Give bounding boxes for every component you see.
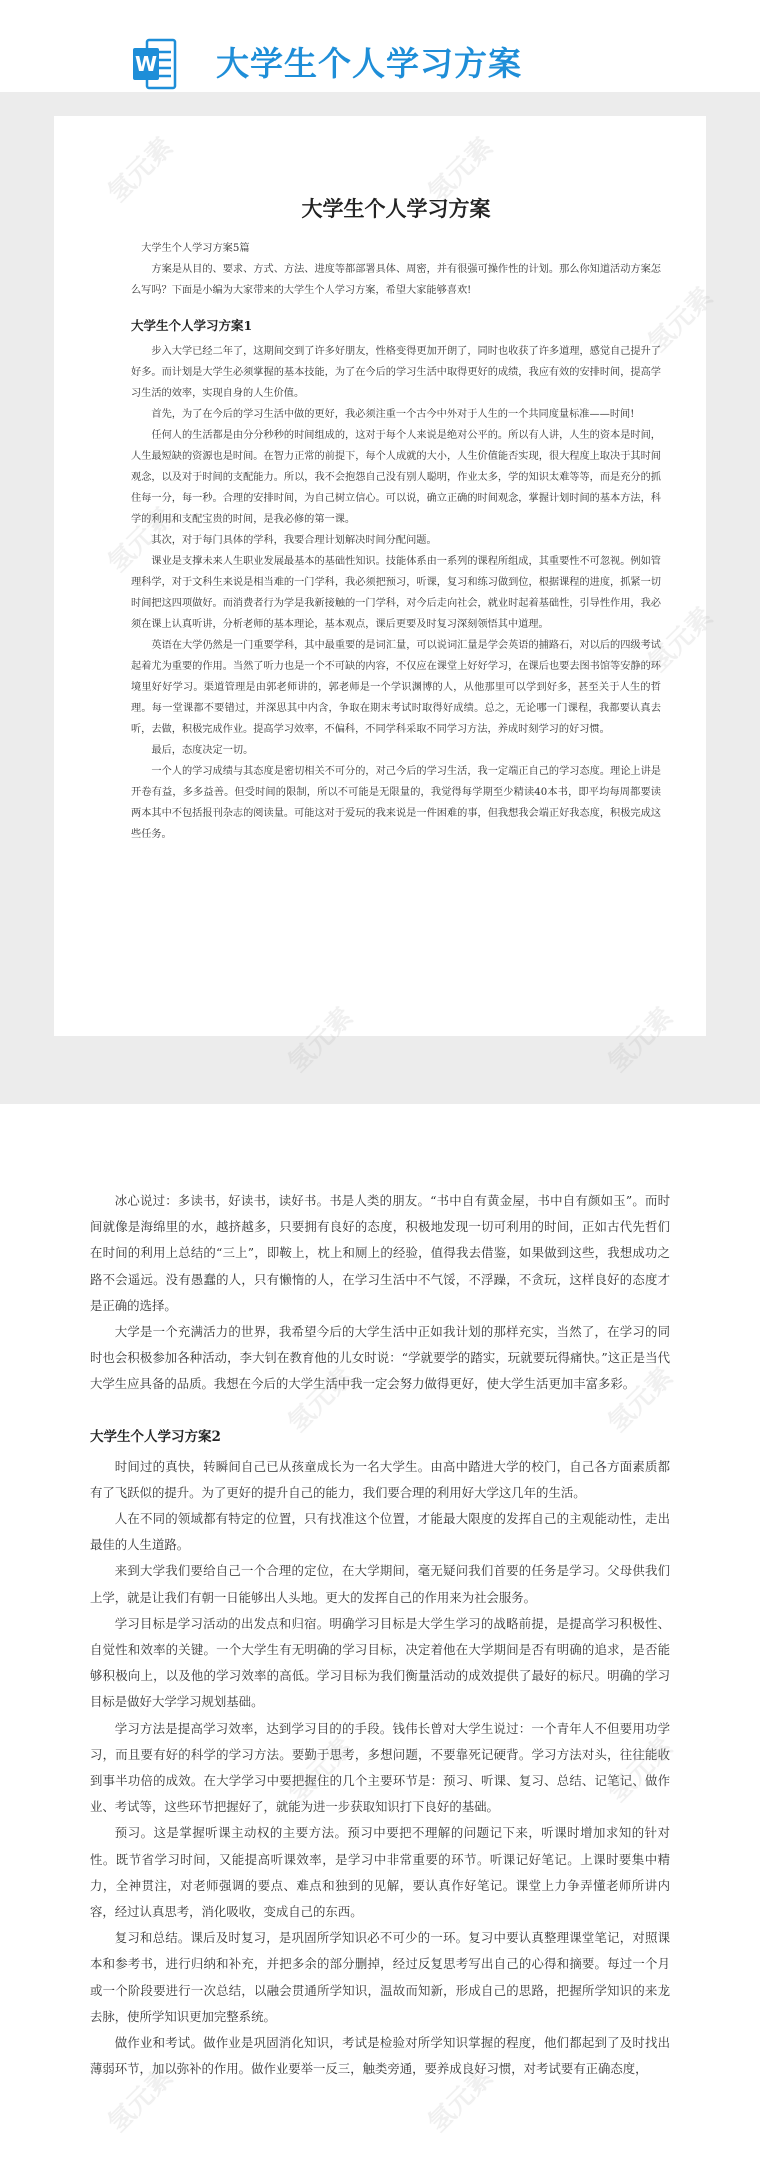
paragraph: 大学是一个充满活力的世界，我希望今后的大学生活中正如我计划的那样充实，当然了，在学习的同时也会积极参加各种活动，李大钊在教育他的儿女时说：“学就要学的踏实，玩就要玩得痛快。”这正是当代大学生应具备的品质。我想在今后的大学生活中我一定会努力做得更好，使大学生活更加丰富多彩。: [90, 1324, 670, 1392]
watermark: 氢元素: [602, 1362, 679, 1439]
paragraph: 课业是支撑未来人生职业发展最基本的基础性知识。技能体系由一系列的课程所组成，其重要性不可忽视。例如管理科学，对于文科生来说是相当难的一门学科，我必须把预习，听课，复习和练习做到位，根据课程的进度，抓紧一切时间把这四项做好。而消费者行为学是我新接触的一门学科，对今后走向社会，就业时起着基础性，引导性作用，我必须在课上认真听讲，分析老师的基本理论，基本观点，课后更要及时复习深刻领悟其中道理。: [131, 556, 661, 630]
paragraph: 冰心说过：多读书，好读书，读好书。书是人类的朋友。“书中自有黄金屋，书中自有颜如玉”。而时间就像是海绵里的水，越挤越多，只要拥有良好的态度，积极地发现一切可利用的时间，正如古代先哲们在时间的利用上总结的“三上”，即鞍上，枕上和厕上的经验，值得我去借鉴，如果做到这些，我想成功之路不会遥远。没有愚蠢的人，只有懒惰的人，在学习生活中不气馁，不浮躁，不贪玩，这样良好的态度才是正确的选择。: [90, 1193, 670, 1313]
paragraph: 任何人的生活都是由分分秒秒的时间组成的，这对于每个人来说是绝对公平的。所以有人讲，人生的资本是时间，人生最短缺的资源也是时间。在智力正常的前提下，每个人成就的大小，人生价值能否实现，很大程度上取决于其时间观念，以及对于时间的支配能力。所以，我不会抱怨自己没有别人聪明，作业太多，学的知识太难等等，而是充分的抓住每一分，每一秒。合理的安排时间，为自己树立信心。可以说，确立正确的时间观念，掌握计划时间的基本方法，科学的利用和支配宝贵的时间，是我必修的第一课。: [131, 430, 661, 525]
paragraph: 学习方法是提高学习效率，达到学习目的的手段。钱伟长曾对大学生说过：一个青年人不但要用功学习，而且要有好的科学的学习方法。要勤于思考，多想问题，不要靠死记硬背。学习方法对头，往往能收到事半功倍的成效。在大学学习中要把握住的几个主要环节是：预习、听课、复习、总结、记笔记、做作业、考试等，这些环节把握好了，就能为进一步获取知识打下良好的基础。: [90, 1720, 670, 1815]
document-title: 大学生个人学习方案: [301, 196, 491, 221]
paragraph: 英语在大学仍然是一门重要学科，其中最重要的是词汇量，可以说词汇量是学会英语的捕路石，对以后的四级考试起着尤为重要的作用。当然了听力也是一个不可缺的内容，不仅应在课堂上好好学习，在课后也要去图书馆等安静的环境里好好学习。渠道管理是由郭老师讲的，郭老师是一个学识渊博的人，从他那里可以学到好多，甚至关于人生的哲理。每一堂课都不要错过，并深思其中内含，争取在期末考试时取得好成绩。总之，无论哪一门课程，我都要认真去听，去做，积极完成作业。提高学习效率，不偏科，不同学科采取不同学习方法，养成时刻学习的好习惯。: [131, 640, 661, 735]
paragraph: 其次，对于每门具体的学科，我要合理计划解决时间分配问题。: [151, 535, 437, 546]
paragraph: 预习。这是掌握听课主动权的主要方法。预习中要把不理解的问题记下来，听课时增加求知的针对性。既节省学习时间，又能提高听课效率，是学习中非常重要的环节。听课记好笔记。上课时要集中精力，全神贯注，对老师强调的要点、难点和独到的见解，要认真作好笔记。课堂上力争弄懂老师所讲内容，经过认真思考，消化吸收，变成自己的东西。: [90, 1825, 670, 1920]
watermark: 氢元素: [282, 1732, 359, 1809]
paragraph: 时间过的真快，转瞬间自己已从孩童成长为一名大学生。由高中踏进大学的校门，自己各方面素质都有了飞跃似的提升。为了更好的提升自己的能力，我们要合理的利用好大学这几年的生活。: [90, 1458, 670, 1500]
document-page-1: [54, 116, 706, 1036]
paragraph: 步入大学已经二年了，这期间交到了许多好朋友，性格变得更加开朗了，同时也收获了许多道理，感觉自己提升了好多。而计划是大学生必须掌握的基本技能，为了在今后的学习生活中取得更好的成绩，我应有效的安排时间，提高学习生活的效率，实现自身的人生价值。: [131, 346, 661, 399]
paragraph: 来到大学我们要给自己一个合理的定位，在大学期间，毫无疑问我们首要的任务是学习。父母供我们上学，就是让我们有朝一日能够出人头地。更大的发挥自己的作用来为社会服务。: [90, 1563, 670, 1605]
banner-title: 大学生个人学习方案: [216, 44, 522, 83]
section-heading-1: 大学生个人学习方案1: [131, 318, 253, 333]
section-heading-2: 大学生个人学习方案2: [90, 1428, 221, 1445]
paragraph: 最后，态度决定一切。: [151, 745, 254, 756]
watermark: 氢元素: [282, 1362, 359, 1439]
paragraph: 复习和总结。课后及时复习，是巩固所学知识必不可少的一环。复习中要认真整理课堂笔记，对照课本和参考书，进行归纳和补充，并把多余的部分删掉，经过反复思考写出自己的心得和摘要。每过一个月或一个阶段要进行一次总结，以融会贯通所学知识，温故而知新，形成自己的思路，把握所学知识的来龙去脉，使所学知识更加完整系统。: [90, 1930, 670, 2024]
paragraph: 首先，为了在今后的学习生活中做的更好，我必须注重一个古今中外对于人生的一个共同度量标准——时间!: [151, 409, 635, 420]
watermark: 氢元素: [422, 2062, 499, 2139]
paragraph: 一个人的学习成绩与其态度是密切相关不可分的，对己今后的学习生活，我一定端正自己的学习态度。理论上讲是开卷有益，多多益善。但受时间的限制，所以不可能是无限量的，我觉得每学期至少精读40本书，即平均每周都要读两本其中不包括报刊杂志的阅读量。可能这对于爱玩的我来说是一件困难的事，但我想我会端正好我态度，积极完成这些任务。: [131, 766, 661, 840]
intro-paragraph: 方案是从目的、要求、方式、方法、进度等都部署具体、周密，并有很强可操作性的计划。那么你知道活动方案怎么写吗？下面是小编为大家带来的大学生个人学习方案，希望大家能够喜欢!: [131, 264, 661, 296]
intro-line: 大学生个人学习方案5篇: [141, 243, 250, 254]
watermark: 氢元素: [102, 2062, 179, 2139]
word-document-icon: [133, 38, 177, 90]
paragraph: 学习目标是学习活动的出发点和归宿。明确学习目标是大学生学习的战略前提，是提高学习积极性、自觉性和效率的关键。一个大学生有无明确的学习目标，决定着他在大学期间是否有明确的追求，是否能够积极向上，以及他的学习效率的高低。学习目标为我们衡量活动的成效提供了最好的标尺。明确的学习目标是做好大学学习规划基础。: [90, 1615, 670, 1710]
document-page-2-content: [90, 1188, 670, 2083]
paragraph: 做作业和考试。做作业是巩固消化知识，考试是检验对所学知识掌握的程度，他们都起到了及时找出薄弱环节，加以弥补的作用。做作业要举一反三，触类旁通，要养成良好习惯，对考试要有正确态度，: [90, 2035, 670, 2077]
paragraph: 人在不同的领域都有特定的位置，只有找准这个位置，才能最大限度的发挥自己的主观能动性，走出最佳的人生道路。: [90, 1511, 670, 1553]
watermark: 氢元素: [602, 1732, 679, 1809]
page-1-content: [131, 194, 661, 845]
word-logo-letter: W: [134, 52, 158, 76]
